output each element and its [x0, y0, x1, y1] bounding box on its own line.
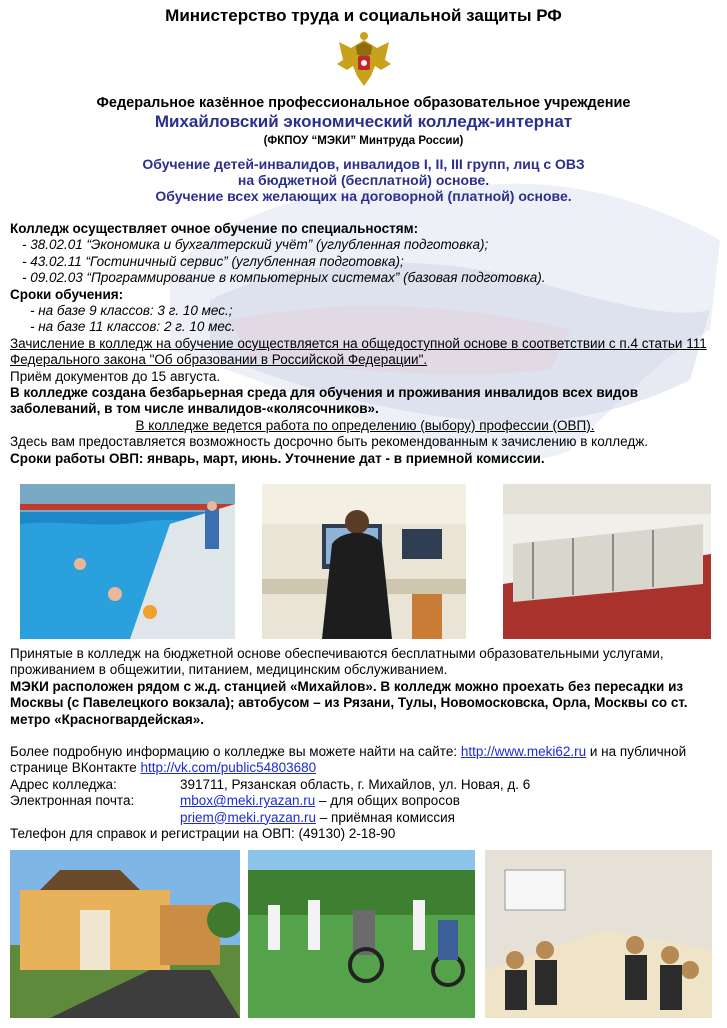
offer-line-2: на бюджетной (бесплатной) основе. — [237, 172, 490, 188]
location-text: МЭКИ расположен рядом с ж.д. станцией «Михайлов». В колледж можно проехать без пересадки из Москвы (с Павелецкого вокзала); автобусом – из Рязани, Тулы, Новомосковска, Орла, Москвы со ст. метро «Красногвардейская». — [10, 678, 688, 727]
enrollment-text: Зачисление в колледж на обучение осуществляется на общедоступной основе в соответствии с п.4 статьи 111 Федерального закона "Об образовании в Российской Федерации". — [10, 335, 707, 368]
pool-photo — [20, 484, 235, 639]
conference-room-photo — [485, 850, 712, 1018]
deadline-text: Приём документов до 15 августа. — [10, 368, 221, 384]
offer-block — [0, 156, 727, 204]
email-row-2: priem@meki.ryazan.ru – приёмная комиссия — [180, 809, 455, 825]
programs-heading: Колледж осуществляет очное обучение по специальностям: — [10, 221, 419, 236]
computer-class-photo — [262, 484, 466, 639]
site-link[interactable]: http://www.meki62.ru — [460, 744, 587, 759]
opportunity-text: Здесь вам предоставляется возможность досрочно быть рекомендованным к зачислению в колледж. — [10, 434, 649, 450]
college-name: Михайловский экономический колледж-интернат — [154, 112, 573, 131]
outdoor-event-photo — [248, 850, 475, 1018]
term-item: - на базе 9 классов: 3 г. 10 мес.; — [30, 303, 233, 319]
term-item: - на базе 11 классов: 2 г. 10 мес. — [30, 319, 236, 335]
offer-line-3: Обучение всех желающих на договорной (платной) основе. — [155, 188, 572, 204]
institution-type: Федеральное казённое профессиональное образовательное учреждение — [96, 95, 631, 111]
offer-line-1: Обучение детей-инвалидов, инвалидов I, II, III групп, лиц с ОВЗ — [142, 156, 585, 172]
email-row: Электронная почта: mbox@meki.ryazan.ru – для общих вопросов — [10, 793, 460, 809]
ovp-text: В колледже ведется работа по определению (выбору) профессии (ОВП). — [135, 417, 595, 433]
address-row: Адрес колледжа: 391711, Рязанская область, г. Михайлов, ул. Новая, д. 6 — [10, 776, 531, 792]
more-info-line: Более подробную информацию о колледже вы можете найти на сайте: http://www.meki62.ru и на публичной странице ВКонтакте http://vk.com/public54803680 — [10, 744, 687, 776]
email-general-link[interactable]: mbox@meki.ryazan.ru — [180, 793, 316, 809]
program-item: - 09.02.03 “Программирование в компьютерных системах” (базовая подготовка). — [22, 270, 546, 286]
ovp-schedule-text: Сроки работы ОВП: январь, март, июнь. Уточнение дат - в приемной комиссии. — [10, 450, 545, 466]
benefits-block — [10, 646, 720, 728]
contacts-block — [10, 744, 720, 842]
vk-link[interactable]: http://vk.com/public54803680 — [140, 760, 317, 776]
college-abbreviation: (ФКПОУ “МЭКИ” Минтруда России) — [263, 135, 464, 147]
college-building-photo — [10, 850, 240, 1018]
barrier-free-text: В колледже создана безбарьерная среда для обучения и проживания инвалидов всех видов заболеваний, в том числе инвалидов-«колясочников». — [10, 385, 639, 417]
email-admission-link[interactable]: priem@meki.ryazan.ru — [180, 809, 316, 825]
program-item: - 38.02.01 “Экономика и бухгалтерский учёт” (углубленная подготовка); — [22, 237, 489, 253]
benefits-text: Принятые в колледж на бюджетной основе обеспечиваются бесплатными образовательными услугами, проживанием в общежитии, питанием, медицинским обслуживанием. — [10, 646, 664, 678]
terms-heading: Сроки обучения: — [10, 286, 124, 302]
ministry-title: Министерство труда и социальной защиты РФ — [165, 6, 562, 25]
program-item: - 43.02.11 “Гостиничный сервис” (углубленная подготовка); — [22, 253, 404, 269]
main-info — [10, 221, 720, 467]
sports-hall-photo — [503, 484, 711, 639]
phone-text: Телефон для справок и регистрации на ОВП: (49130) 2-18-90 — [10, 826, 396, 842]
coat-of-arms-emblem-icon — [333, 30, 395, 88]
